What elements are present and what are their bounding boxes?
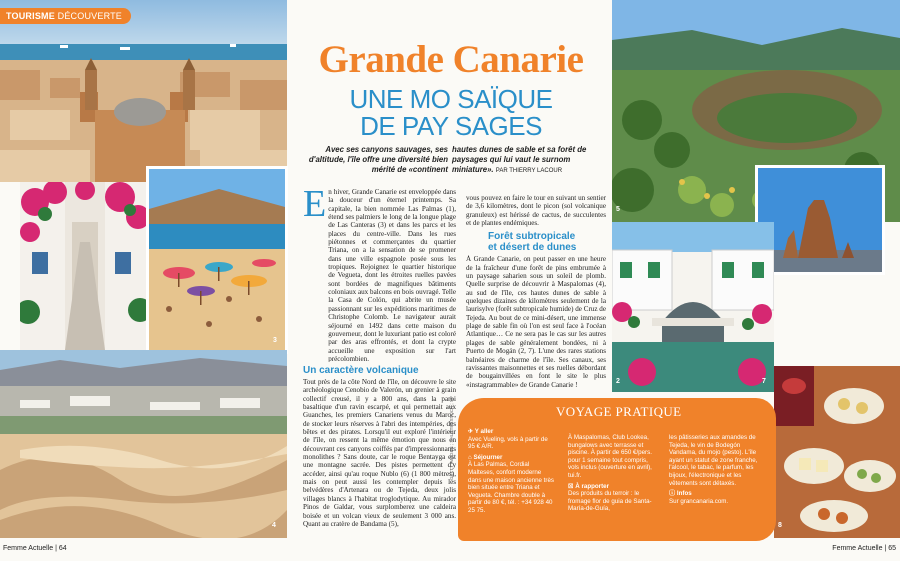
intro-right [452, 145, 600, 176]
photo-las-palmas [0, 0, 287, 182]
article-column-2 [466, 194, 606, 392]
section-heading-volcanic: Un caractère volcanique [303, 365, 419, 376]
street-scene [20, 182, 148, 350]
article-paragraph-1: n hiver, Grande Canarie est enveloppée dans la douceur d'un éternel printemps. Sa capitale, la bien nommée Las Palmas (1), étend ses palmiers le long de la longue plage de Las Canteras (3) et dans les parcs et les places du centre-ville. Dans les rues piétonnes et commerçantes du quartier Triana, on a la sensation de se promener dans une ville espagnole posée sous les tropiques. Rejoignez le quartier historique de Vegueta, dont les étroites ruelles pavées sont bordées de magnifiques bâtiments coloniaux aux balcons en bois ouvragé. Telle la Casa de Colón, qui abrite un musée passionnant sur les expéditions maritimes de Christophe Colomb. Le navigateur aurait séjourné en 1492 dans cette maison du gouverneur, dont le luxuriant patio est coloré par des aras effrontés, et dont la crypte accueille une exposition sur l'art précolombien. [328, 188, 456, 362]
subtitle-line-1: UNE MO SAÏQUE [349, 84, 553, 114]
las-palmas-cityscape [0, 0, 287, 182]
roque-nublo-scene [758, 168, 882, 272]
subtitle-line-2: DE PAY SAGES [360, 111, 542, 141]
detaxe-text: les pâtisseries aux amandes de Tejeda, le vin de Bodegón Vandama, du mojo (pesto). L'île ayant un statut de zone franche, l'alcool, le tabac, le parfum, les bijoux, l'électronique et les vêtements sont détaxés. [669, 434, 758, 487]
intro-left: Avec ses canyons sauvages, ses d'altitude, l'île offre une diversité bien mérité de «continent [308, 145, 448, 174]
page-title: Grande Canarie [318, 38, 584, 81]
aller-heading: ✈ Y aller [468, 428, 494, 435]
beach-scene [149, 169, 285, 351]
article-column-1 [303, 183, 456, 530]
rapporter-heading-text: À rapporter [575, 482, 609, 490]
dunes-scene [0, 350, 287, 538]
photo-credit: GETTY IMAGES ; SHUTTERSTOCK ; SP [449, 396, 454, 480]
infos-heading: ⓘ Infos [669, 490, 692, 498]
dropcap: E [303, 183, 327, 225]
folio-right-magazine: Femme Actuelle [832, 545, 883, 552]
sejour-heading-text: Séjourner [473, 453, 503, 461]
article-paragraph-2: Tout près de la côte Nord de l'île, on découvre le site archéologique Cenobio de Valerón, un grenier à grain collectif creusé, il y a 800 ans, dans la paroi basaltique d'un ravin escarpé, et qui permettait aux Guanches, les premiers Canariens venus du Maroc, de stocker leurs réserves à l'abri des intempéries, des bêtes et des pirates. Lorsqu'il eut exploré l'intérieur de l'île, on ressent la même émotion que nous en découvrant ces canyons coiffés par d'impressionnants monolithes ? Sans doute, car le roque Bentayga est une montagne sacrée. Des pistes permettent d'y accéder, ainsi qu'au roque Nublo (6) (1 800 mètres), mais on peut aussi les contempler depuis les belvédères d'Artenara ou de Tejeda, deux jolis villages blancs à l'habitat troglodytique. Au mirador Pinos de Galdar, vous surplomberez une caldeira boisée et un volcan vieux de seulement 3 000 ans. Quant au cratère de Bandama (5), [303, 378, 456, 528]
photo-number-8: 8 [778, 522, 782, 529]
photo-local-food [774, 366, 900, 538]
mogan-scene [612, 222, 774, 392]
aller-text: Avec Vueling, vols à partir de 95 € A/R. [468, 435, 548, 451]
byline: PAR THIERRY LACOUR [495, 167, 563, 174]
article-paragraph-4: À Grande Canarie, on peut passer en une heure de la fraîcheur d'une forêt de pins embrumée à un paysage saharien sous un soleil de plomb. Quelle surprise de découvrir à Maspalomas (4), au sud de l'île, ces hautes dunes de sable à quelques dizaines de kilomètres seulement de la laurisylve (forêt subtropicale humide) de Cruz de Tejeda. Au bout de ce mini-désert, une immense plage de sable fin où l'on est seul face à l'océan Atlantique… Ce ne sera pas le cas sur les autres plages de sable généralement bondées, ni à Puerto de Mogán (2, 7). L'une des rares stations balnéaires de charme de l'île. Ses canaux, ses ravissantes maisonnettes et ses ruelles débordant de bougainvillées en font le site le plus «instagrammable» de Grande Canarie ! [466, 255, 606, 389]
infos-text: Sur grancanaria.com. [669, 497, 729, 505]
voyage-col-1 [468, 428, 556, 515]
photo-number-4: 4 [272, 522, 276, 529]
photo-bougainvillea-street [20, 182, 148, 350]
photo-roque-nublo [755, 165, 885, 275]
folio-left: Femme Actuelle | 64 [3, 545, 67, 552]
voyage-col-3 [669, 434, 765, 505]
aller-heading-text: Y aller [474, 428, 494, 435]
rapporter-heading: ☒ À rapporter [568, 482, 609, 490]
folio-left-number: 64 [58, 545, 67, 552]
article-paragraph-3: vous pouvez en faire le tour en suivant un sentier de 3,6 kilomètres, dont le picon (sol volcanique granuleux) est hérissé de cactus, de succulentes et de plantes endémiques. [466, 194, 606, 228]
folio-right-number: 65 [888, 545, 896, 552]
folio-left-magazine: Femme Actuelle [3, 545, 54, 552]
photo-maspalomas-dunes [0, 350, 287, 538]
photo-number-5: 5 [616, 206, 620, 213]
section-heading-forest-1: Forêt subtropicale [488, 231, 576, 243]
folio-right: Femme Actuelle | 65 [832, 545, 896, 552]
rapporter-text: Des produits du terroir : le fromage flor de guia de Santa-María-de-Guía, [568, 490, 652, 513]
photo-las-canteras-beach [146, 166, 288, 354]
intro-right-text: hautes dunes de sable et sa forêt de paysages qui lui vaut le surnom miniature». [452, 145, 587, 174]
photo-number-3: 3 [273, 337, 277, 344]
photo-number-7: 7 [762, 378, 766, 385]
food-scene [774, 366, 900, 538]
voyage-pratique-box [458, 398, 776, 541]
sejour-text: À Las Palmas, Cordial Malteses, confort moderne dans une maison ancienne très bien située entre Triana et Vegueta. Chambre double à partir de 80 €, tél. : +34 928 40 25 75. [468, 461, 554, 514]
rubric [0, 8, 131, 24]
photo-number-2: 2 [616, 378, 620, 385]
section-heading-forest-2: et désert de dunes [488, 242, 577, 254]
infos-heading-text: Infos [676, 490, 692, 498]
photo-puerto-de-mogan [612, 222, 774, 392]
rubric-subsection: DÉCOUVERTE [57, 11, 123, 21]
voyage-pratique-title: VOYAGE PRATIQUE [556, 404, 682, 419]
sejour-heading: ⌂ Séjourner [468, 453, 503, 461]
rubric-section: TOURISME [6, 11, 55, 21]
voyage-col-2 [568, 434, 660, 513]
maspalomas-text: À Maspalomas, Club Lookea, bungalows avec terrasse et piscine. À partir de 650 €/pers. pour 1 semaine tout compris, vols inclus (ouverture en avril), tui.fr. [568, 434, 652, 479]
